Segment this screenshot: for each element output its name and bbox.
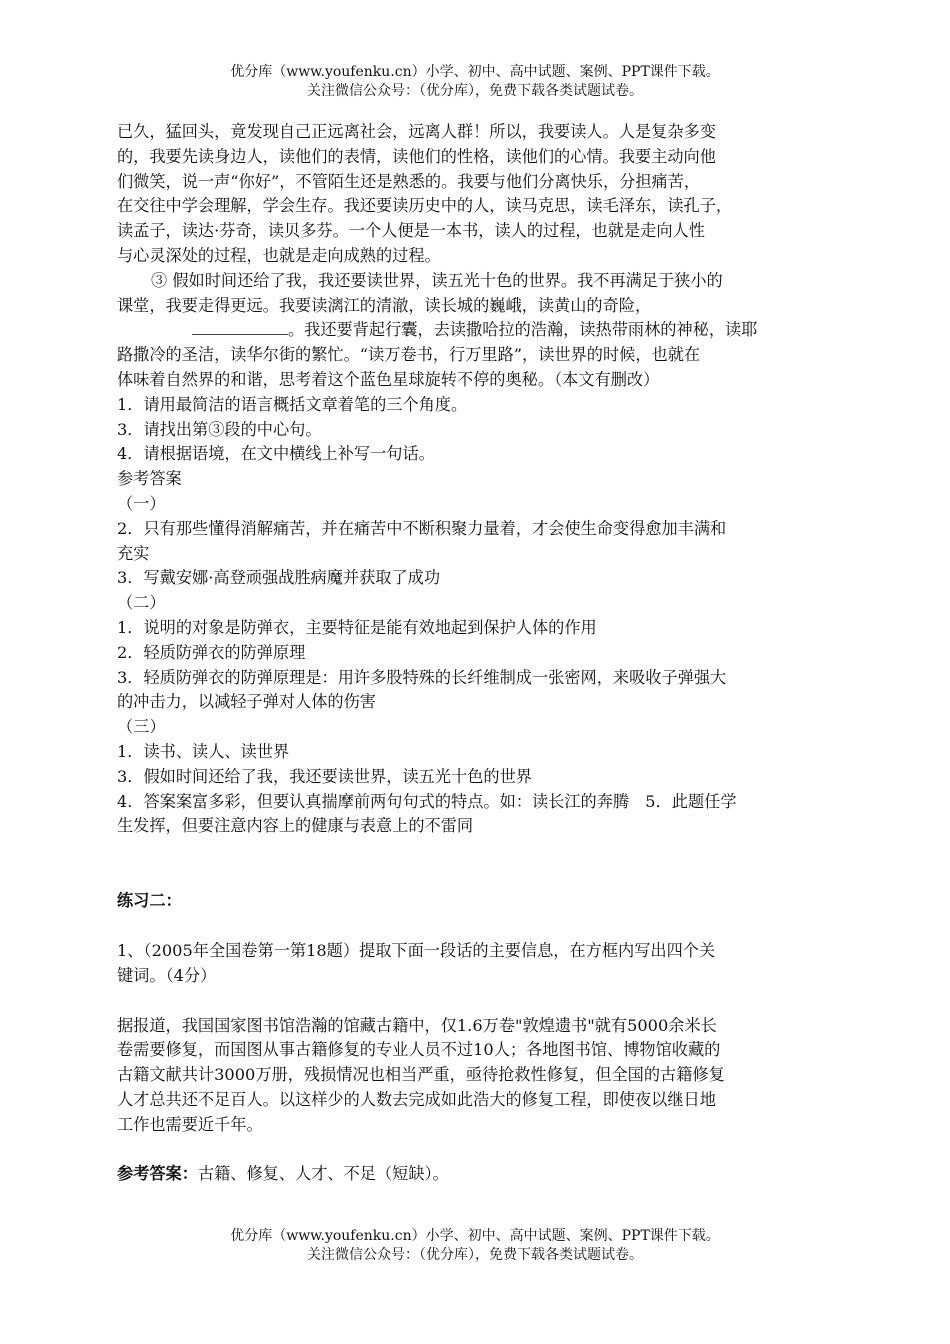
section-label: （一）	[117, 493, 166, 513]
answer-line: 2．只有那些懂得消解痛苦，并在痛苦中不断积聚力量着，才会使生命变得愈加丰满和	[117, 518, 727, 538]
header-line-2: 关注微信公众号：（优分库），免费下载各类试题试卷。	[307, 83, 643, 99]
answer-line: 充实	[117, 543, 150, 563]
fill-in-blank	[192, 318, 288, 335]
text-line: 课堂，我要走得更远。我要读漓江的清澈，读长城的巍峨，读黄山的奇险，	[117, 295, 652, 315]
question-line: 键词。（4分）	[117, 965, 217, 985]
footer-line-1: 优分库（www.youfenku.cn）小学、初中、高中试题、案例、PPT课件下载。	[230, 1228, 720, 1244]
answer-line: 的冲击力，以减轻子弹对人体的伤害	[117, 692, 376, 712]
text-line-with-blank	[117, 318, 837, 343]
text-line: 人才总共还不足百人。以这样少的人数去完成如此浩大的修复工程，即使夜以继日地	[117, 1089, 716, 1109]
passage-paragraph-2	[117, 120, 837, 269]
text-line: 工作也需要近千年。	[117, 1114, 263, 1134]
answer-section-1	[117, 492, 837, 591]
answer-section-2	[117, 591, 837, 715]
answer-line: 3．写戴安娜·高登顽强战胜病魔并获取了成功	[117, 568, 441, 588]
answer-line: 4．答案案富多彩，但要认真揣摩前两句句式的特点。如：读长江的奔腾 5．此题任学	[117, 791, 737, 811]
header-line-1: 优分库（www.youfenku.cn）小学、初中、高中试题、案例、PPT课件下载。	[230, 64, 720, 80]
text-line: 读孟子，读达·芬奇，读贝多芬。一个人便是一本书，读人的过程，也就是走向人性	[117, 221, 705, 241]
answer-line: 1．读书、读人、读世界	[117, 741, 290, 761]
exercise-2-answer	[117, 1162, 837, 1187]
text-line: 与心灵深处的过程，也就是走向成熟的过程。	[117, 245, 441, 265]
text-line: ③ 假如时间还给了我，我还要读世界，读五光十色的世界。我不再满足于狭小的	[151, 270, 723, 290]
text-after-blank: 。我还要背起行囊，去读撒哈拉的浩瀚，读热带雨林的神秘，读耶	[288, 320, 758, 340]
page-header	[0, 63, 950, 101]
text-line: 已久，猛回头，竟发现自己正远离社会，远离人群！所以，我要读人。人是复杂多变	[117, 122, 716, 141]
text-line: 古籍文献共计3000万册，残损情况也相当严重，亟待抢救性修复，但全国的古籍修复	[117, 1065, 725, 1085]
answer-line: 3．假如时间还给了我，我还要读世界，读五光十色的世界	[117, 766, 532, 786]
document-body	[117, 120, 837, 1187]
section-label: （二）	[117, 593, 166, 613]
question-line: 1、（2005年全国卷第一第18题）提取下面一段话的主要信息，在方框内写出四个关	[117, 940, 716, 960]
question-item: 3．请找出第③段的中心句。	[117, 419, 322, 439]
exercise-2-text	[117, 1014, 837, 1138]
text-line: 据报道，我国国家图书馆浩瀚的馆藏古籍中，仅1.6万卷"敦煌遗书"就有5000余米长	[117, 1015, 717, 1035]
question-item: 1．请用最简洁的语言概括文章着笔的三个角度。	[117, 394, 468, 414]
answer-line: 生发挥，但要注意内容上的健康与表意上的不雷同	[117, 816, 474, 836]
answer-line: 3．轻质防弹衣的防弹原理是：用许多股特殊的长纤维制成一张密网，来吸收子弹强大	[117, 667, 727, 687]
section-label: （三）	[117, 717, 166, 737]
text-line: 路撒冷的圣洁，读华尔街的繁忙。“读万卷书，行万里路”，读世界的时候，也就在	[117, 345, 701, 365]
text-line: 卷需要修复，而国图从事古籍修复的专业人员不过10人；各地图书馆、博物馆收藏的	[117, 1040, 721, 1060]
answer-line: 1．说明的对象是防弹衣，主要特征是能有效地起到保护人体的作用	[117, 617, 597, 637]
text-line: 在交往中学会理解，学会生存。我还要读历史中的人，读马克思，读毛泽东，读孔子，	[117, 196, 733, 216]
text-line: 体味着自然界的和谐，思考着这个蓝色星球旋转不停的奥秘。（本文有删改）	[117, 369, 660, 389]
text-line: 的，我要先读身边人，读他们的表情，读他们的性格，读他们的心情。我要主动向他	[117, 146, 716, 166]
footer-line-2: 关注微信公众号：（优分库），免费下载各类试题试卷。	[307, 1247, 643, 1263]
answer-text: 古籍、修复、人才、不足（短缺）。	[197, 1164, 449, 1184]
answer-label: 参考答案：	[117, 1164, 198, 1184]
question-list	[117, 393, 837, 467]
text-line: 们微笑，说一声“你好”，不管陌生还是熟悉的。我要与他们分离快乐，分担痛苦，	[117, 171, 701, 191]
answers-title: 参考答案	[117, 469, 182, 489]
passage-paragraph-3	[117, 269, 837, 393]
page-footer	[0, 1227, 950, 1265]
question-item: 4．请根据语境，在文中横线上补写一句话。	[117, 444, 435, 464]
answer-line: 2．轻质防弹衣的防弹原理	[117, 642, 306, 662]
exercise-2-question	[117, 939, 837, 989]
answer-section-3	[117, 715, 837, 839]
exercise-2-title: 练习二：	[117, 891, 182, 911]
